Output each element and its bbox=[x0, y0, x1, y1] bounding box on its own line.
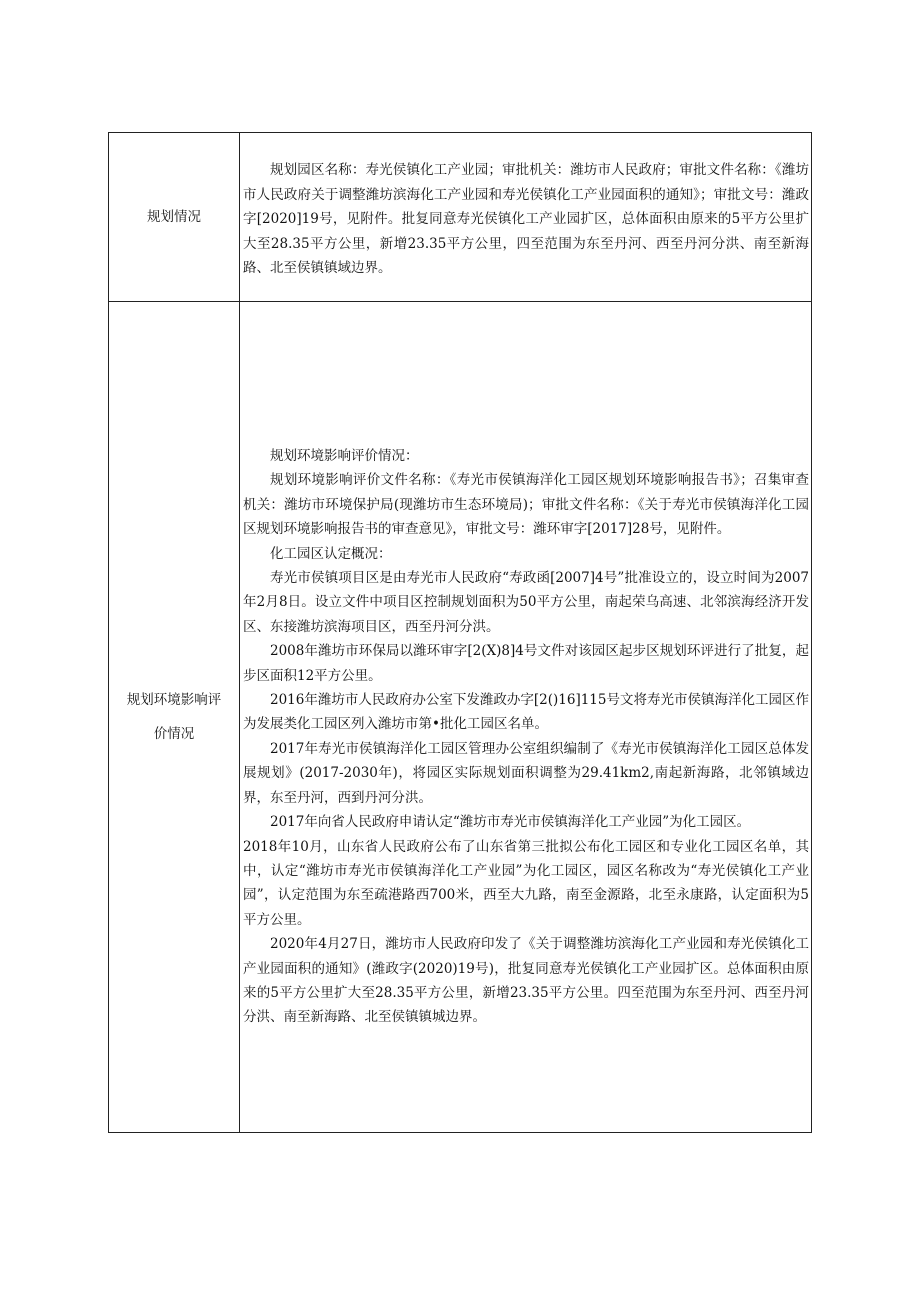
info-table bbox=[108, 132, 812, 1133]
row-content-planning bbox=[240, 133, 812, 302]
row-label-eia bbox=[109, 302, 240, 1133]
row-content-eia bbox=[240, 302, 812, 1133]
paragraph: 寿光市侯镇项目区是由寿光市人民政府“寿政函[2007]4号”批准设立的，设立时间为2007年2月8日。设立文件中项目区控制规划面积为50平方公里，南起荣乌高速、北邻滨海经济开发区、东接潍坊滨海项目区，西至丹河分洪。 bbox=[243, 570, 809, 635]
paragraph: 2017年寿光市侯镇海洋化工园区管理办公室组织编制了《寿光市侯镇海洋化工园区总体发展规划》(2017-2030年)，将园区实际规划面积调整为29.41km2,南起新海路，北邻镇域边界，东至丹河，西到丹河分洪。 bbox=[243, 740, 809, 806]
paragraph: 2017年向省人民政府申请认定“潍坊市寿光市侯镇海洋化工产业园”为化工园区。 bbox=[270, 814, 751, 831]
paragraph: 2016年潍坊市人民政府办公室下发潍政办字[2()16]115号文将寿光市侯镇海洋化工园区作为发展类化工园区列入潍坊市第•批化工园区名单。 bbox=[243, 692, 809, 733]
paragraph: 2018年10月，山东省人民政府公布了山东省第三批拟公布化工园区和专业化工园区名单，其中，认定“潍坊市寿光市侯镇海洋化工产业园”为化工园区，园区名称改为“寿光侯镇化工产业园”，认定范围为东至疏港路西700米，西至大九路，南至金源路，北至永康路，认定面积为5平方公里。 bbox=[243, 838, 809, 928]
row-label-text-line1: 规划环境影响评 bbox=[126, 692, 222, 708]
row-label-text: 规划情况 bbox=[147, 209, 201, 225]
paragraph-heading: 规划环境影响评价情况： bbox=[270, 448, 419, 464]
table-row-eia bbox=[109, 302, 812, 1133]
paragraph-heading: 化工园区认定概况： bbox=[270, 545, 392, 562]
paragraph: 2020年4月27日，潍坊市人民政府印发了《关于调整潍坊滨海化工产业园和寿光侯镇化工产业园面积的通知》(潍政字(2020)19号)，批复同意寿光侯镇化工产业园扩区。总体面积由原来的5平方公里扩大至28.35平方公里，新增23.35平方公里。四至范围为东至丹河、西至丹河分洪、南至新海路、北至侯镇镇城边界。 bbox=[243, 936, 809, 1026]
table-row-planning bbox=[109, 133, 812, 302]
row-label-planning bbox=[109, 133, 240, 302]
paragraph: 规划环境影响评价文件名称：《寿光市侯镇海洋化工园区规划环境影响报告书》；召集审查机关：潍坊市环境保护局(现潍坊市生态环境局)；审批文件名称：《关于寿光市侯镇海洋化工园区规划环境影响报告书的审查意见》，审批文号：潍环审字[2017]28号，见附件。 bbox=[243, 472, 809, 538]
row-label-text-line2: 价情况 bbox=[153, 726, 195, 742]
paragraph: 2008年潍坊市环保局以潍环审字[2(X)8]4号文件对该园区起步区规划环评进行了批复，起步区面积12平方公里。 bbox=[243, 643, 809, 684]
paragraph: 规划园区名称：寿光侯镇化工产业园；审批机关：潍坊市人民政府；审批文件名称：《潍坊市人民政府关于调整潍坊滨海化工产业园和寿光侯镇化工产业园面积的通知》；审批文号：潍政字[2020]19号，见附件。批复同意寿光侯镇化工产业园扩区，总体面积由原来的5平方公里扩大至28.35平方公里，新增23.35平方公里，四至范围为东至丹河、西至丹河分洪、南至新海路、北至侯镇镇域边界。 bbox=[243, 162, 809, 277]
